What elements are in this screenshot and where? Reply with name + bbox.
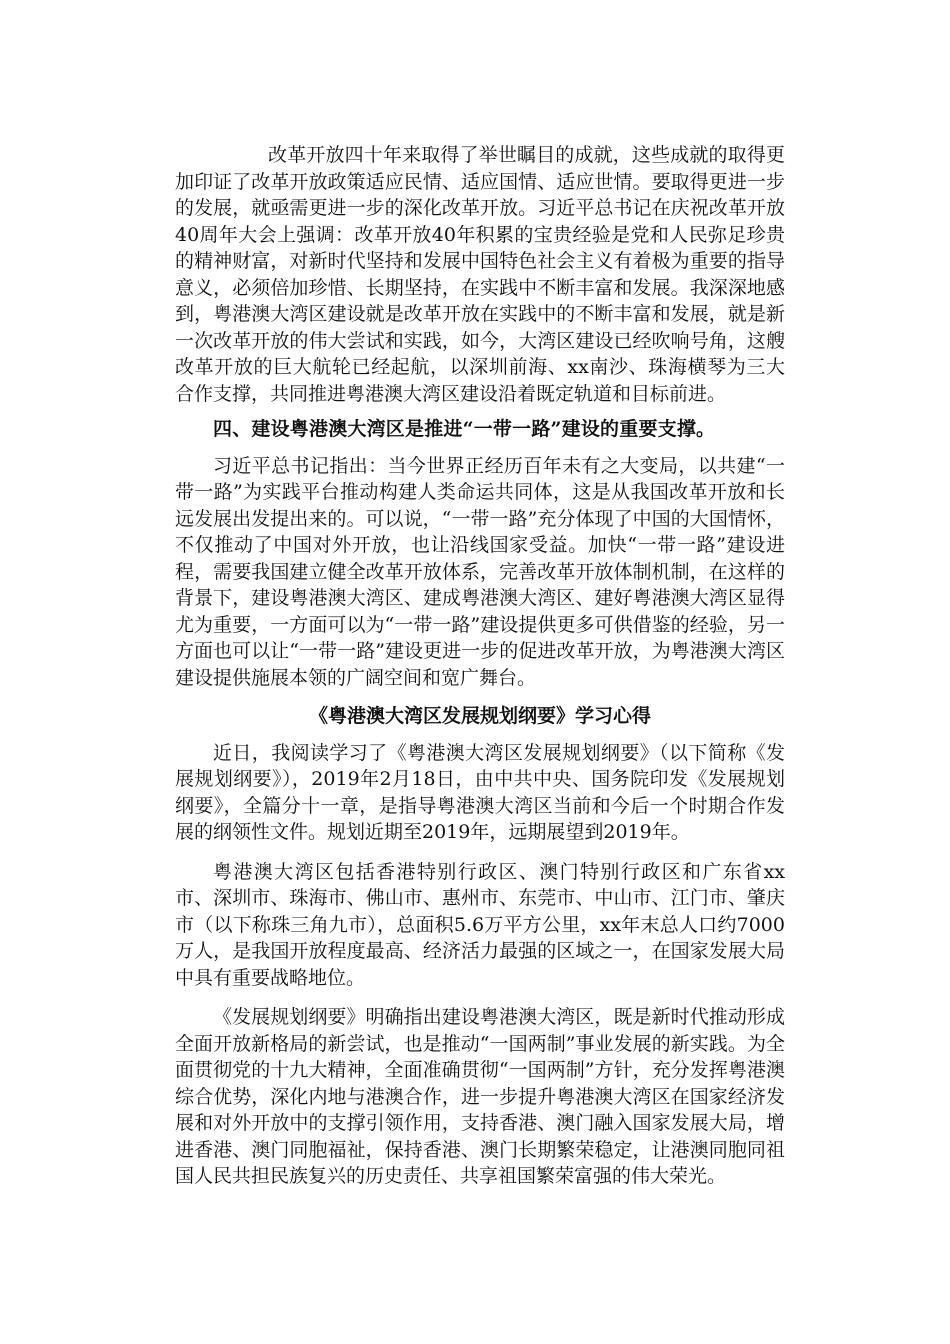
body-paragraph: 粤港澳大湾区包括香港特别行政区、澳门特别行政区和广东省xx市、深圳市、珠海市、佛山市、惠州市、东莞市、中山市、江门市、肇庆市（以下称珠三角九市），总面积5.6万平方公里，xx年末总人口约7000万人，是我国开放程度最高、经济活力最强的区域之一，在国家发展大局中具有重要战略地位。 (175, 860, 785, 989)
body-paragraph: 改革开放四十年来取得了举世瞩目的成就，这些成就的取得更加印证了改革开放政策适应民情、适应国情、适应世情。要取得更进一步的发展，就亟需更进一步的深化改革开放。习近平总书记在庆祝改革开放40周年大会上强调：改革开放40年积累的宝贵经验是党和人民弥足珍贵的精神财富，对新时代坚持和发展中国特色社会主义有着极为重要的指导意义，必须倍加珍惜、长期坚持，在实践中不断丰富和发展。我深深地感到，粤港澳大湾区建设就是改革开放在实践中的不断丰富和发展，就是新一次改革开放的伟大尝试和实践，如今，大湾区建设已经吹响号角，这艘改革开放的巨大航轮已经起航，以深圳前海、xx南沙、珠海横琴为三大合作支撑，共同推进粤港澳大湾区建设沿着既定轨道和目标前进。 (175, 144, 785, 405)
document-title: 《粤港澳大湾区发展规划纲要》学习心得 (308, 705, 651, 727)
document-page (175, 142, 785, 1190)
section-heading: 四、建设粤港澳大湾区是推进“一带一路”建设的重要支撑。 (213, 418, 716, 440)
body-paragraph: 《发展规划纲要》明确指出建设粤港澳大湾区，既是新时代推动形成全面开放新格局的新尝试，也是推动“一国两制”事业发展的新实践。为全面贯彻党的十九大精神，全面准确贯彻“一国两制”方针，充分发挥粤港澳综合优势，深化内地与港澳合作，进一步提升粤港澳大湾区在国家经济发展和对外开放中的支撑引领作用，支持香港、澳门融入国家发展大局，增进香港、澳门同胞福祉，保持香港、澳门长期繁荣稳定，让港澳同胞同祖国人民共担民族复兴的历史责任、共享祖国繁荣富强的伟大荣光。 (175, 1006, 785, 1187)
body-paragraph: 习近平总书记指出：当今世界正经历百年未有之大变局，以共建“一带一路”为实践平台推动构建人类命运共同体，这是从我国改革开放和长远发展出发提出来的。可以说，“一带一路”充分体现了中国的大国情怀，不仅推动了中国对外开放，也让沿线国家受益。加快“一带一路”建设进程，需要我国建立健全改革开放体系，完善改革开放体制机制，在这样的背景下，建设粤港澳大湾区、建成粤港澳大湾区、建好粤港澳大湾区显得尤为重要，一方面可以为“一带一路”建设提供更多可供借鉴的经验，另一方面也可以让“一带一路”建设更进一步的促进改革开放，为粤港澳大湾区建设提供施展本领的广阔空间和宽广舞台。 (175, 454, 785, 689)
body-paragraph: 近日，我阅读学习了《粤港澳大湾区发展规划纲要》（以下简称《发展规划纲要》），2019年2月18日，由中共中央、国务院印发《发展规划纲要》，全篇分十一章，是指导粤港澳大湾区当前和今后一个时期合作发展的纲领性文件。规划近期至2019年，远期展望到2019年。 (175, 741, 785, 843)
